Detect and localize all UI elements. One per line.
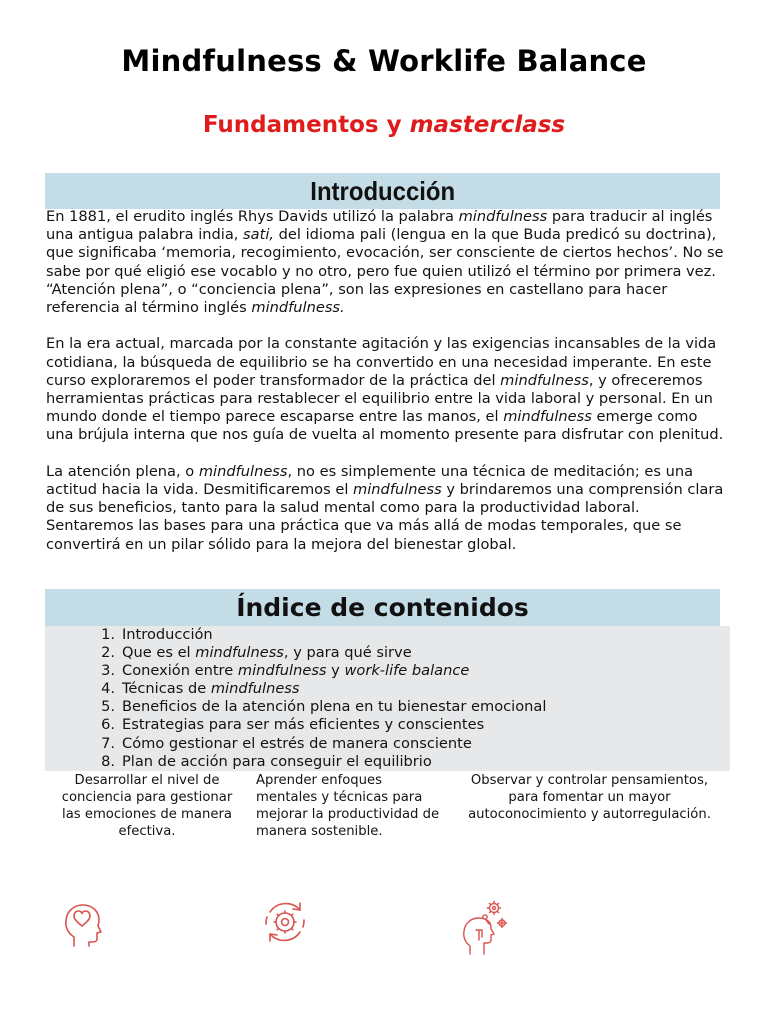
intro-paragraph-1 xyxy=(46,208,726,317)
intro-body xyxy=(46,208,726,572)
text-run: , y para qué sirve xyxy=(283,644,412,662)
index-number: 2. xyxy=(101,644,115,662)
objective-emotions: Desarrollar el nivel de conciencia para gestionar las emociones de manera efectiva. xyxy=(61,773,233,839)
text-run: Beneficios de la atención plena en tu bienestar emocional xyxy=(122,698,547,716)
text-run: Conexión entre xyxy=(122,662,238,680)
text-run-italic: mindfulness xyxy=(353,481,442,499)
text-run: Técnicas de xyxy=(122,680,211,698)
subtitle-plain: Fundamentos y xyxy=(202,112,410,138)
text-run: En 1881, el erudito inglés Rhys Davids utilizó la palabra xyxy=(46,208,459,225)
text-run: La atención plena, o xyxy=(46,462,199,480)
index-number: 6. xyxy=(101,716,115,734)
intro-heading-band xyxy=(45,173,720,209)
text-run-italic: sati, xyxy=(243,226,275,244)
document-subtitle xyxy=(0,112,768,138)
subtitle-italic: masterclass xyxy=(409,112,566,138)
text-run: , no es simplemente una técnica de meditación; es una actitud hacia la vida. Desmitificaremos el xyxy=(46,462,694,499)
index-number: 3. xyxy=(101,662,115,680)
document-title: Mindfulness & Worklife Balance xyxy=(121,44,647,78)
intro-heading: Introducción xyxy=(310,176,455,206)
index-number: 5. xyxy=(101,698,115,716)
text-run: , y ofreceremos herramientas prácticas para restablecer el equilibrio entre la vida laboral y personal. En un mundo donde el tiempo parece escaparse entre las manos, el xyxy=(46,371,713,426)
head-heart-icon xyxy=(62,902,104,948)
text-run: y brindaremos una comprensión clara de sus beneficios, tanto para la salud mental como para la productividad laboral. Sentaremos las bases para una práctica que va más allá de modas temporales, que se convertirá en un pilar sólido para la mejora del bienestar global. xyxy=(46,481,724,553)
index-number: 8. xyxy=(101,752,115,770)
index-item xyxy=(91,698,546,716)
text-run: Que es el xyxy=(122,644,196,662)
index-number: 7. xyxy=(101,734,115,752)
gear-cycle-icon xyxy=(262,898,308,946)
intro-paragraph-2 xyxy=(46,335,726,444)
head-gears-icon xyxy=(460,896,512,956)
text-run-italic: mindfulness xyxy=(195,644,284,662)
text-run: Introducción xyxy=(122,626,213,643)
index-number: 1. xyxy=(101,626,115,643)
index-item xyxy=(91,644,546,662)
index-item xyxy=(91,680,546,698)
text-run-italic: mindfulness xyxy=(458,208,548,225)
text-run: Estrategias para ser más eficientes y conscientes xyxy=(122,716,485,734)
text-run: Cómo gestionar el estrés de manera consciente xyxy=(122,734,472,752)
index-item xyxy=(91,716,546,734)
index-item xyxy=(91,662,546,680)
text-run-italic: mindfulness xyxy=(210,680,300,698)
index-number: 4. xyxy=(101,680,115,698)
text-run: del idioma pali (lengua en la que Buda predicó su doctrina), que significaba ‘memoria, recogimiento, evocación, ser consciente de ciertos hechos’. No se sabe por qué eligió ese vocablo y no otro, pero fue quien utilizó el término por primera vez. “Atención plena”, o “conciencia plena”, son las expresiones en castellano para hacer referencia al término inglés xyxy=(46,226,724,317)
text-run: Plan de acción para conseguir el equilibrio xyxy=(122,752,432,770)
index-item xyxy=(91,753,546,771)
text-run: emerge como una brújula interna que nos guía de vuelta al momento presente para disfrutar con plenitud. xyxy=(46,408,724,444)
intro-paragraph-3 xyxy=(46,463,726,554)
index-heading-band xyxy=(45,589,720,626)
index-box xyxy=(45,626,730,771)
text-run-italic: mindfulness. xyxy=(251,299,345,317)
objective-productivity: Aprender enfoques mentales y técnicas para mejorar la productividad de manera sostenible. xyxy=(256,773,440,839)
index-heading: Índice de contenidos xyxy=(236,593,529,622)
objective-self-regulation: Observar y controlar pensamientos, para fomentar un mayor autoconocimiento y autorregulación. xyxy=(468,773,711,822)
text-run: para traducir al inglés una antigua palabra india, xyxy=(46,208,713,244)
text-run: En la era actual, marcada por la constante agitación y las exigencias incansables de la vida cotidiana, la búsqueda de equilibrio se ha convertido en una necesidad imperante. En este curso exploraremos el poder transformador de la práctica del xyxy=(46,335,717,389)
text-run-italic: mindfulness xyxy=(503,408,592,426)
text-run-italic: work-life balance xyxy=(344,662,470,680)
index-item xyxy=(91,626,546,644)
text-run-italic: mindfulness xyxy=(237,662,327,680)
text-run-italic: mindfulness xyxy=(500,371,589,389)
index-list xyxy=(91,626,546,771)
text-run: y xyxy=(326,662,345,680)
index-item xyxy=(91,735,546,753)
text-run-italic: mindfulness xyxy=(198,462,288,480)
